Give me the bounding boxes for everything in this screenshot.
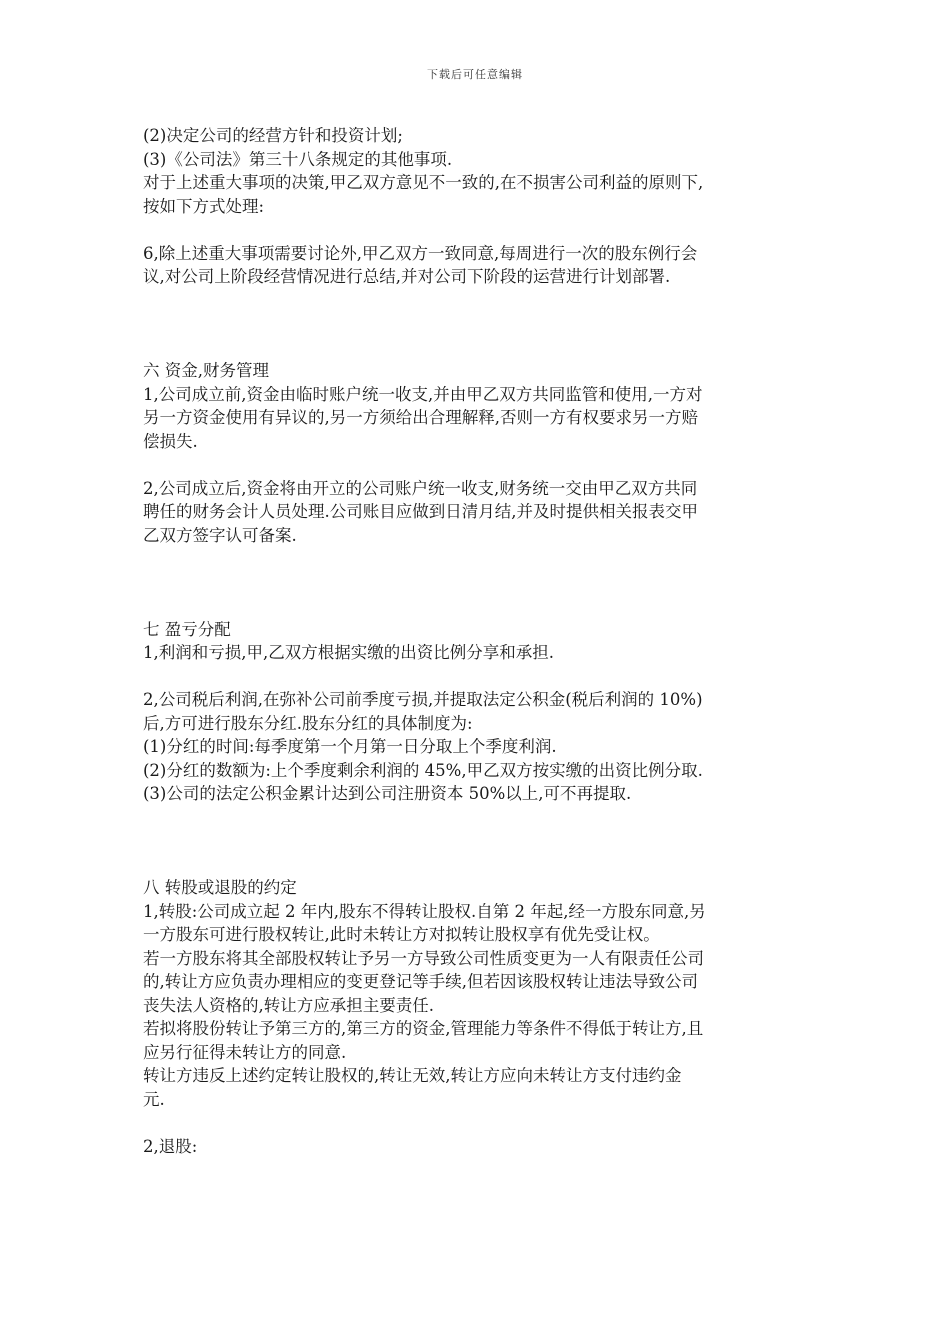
s7-p2-line-4: (2)分红的数额为:上个季度剩余利润的 45%,甲乙双方按实缴的出资比例分取. <box>143 760 703 780</box>
page-header: 下载后可任意编辑 <box>427 68 523 81</box>
item-2: (2)决定公司的经营方针和投资计划; <box>143 126 403 145</box>
s8-p1-line-9: 元. <box>143 1089 165 1109</box>
s8-p1-line-7: 应另行征得未转让方的同意. <box>143 1042 347 1062</box>
s6-p1-line-3: 偿损失. <box>143 431 198 451</box>
spacer <box>143 1111 811 1135</box>
s7-p2-line-1: 2,公司税后利润,在弥补公司前季度亏损,并提取法定公积金(税后利润的 10%) <box>143 690 703 709</box>
s8-p1-line-1: 1,转股:公司成立起 2 年内,股东不得转让股权.自第 2 年起,经一方股东同意,另 <box>143 901 706 921</box>
s6-p2-line-3: 乙双方签字认可备案. <box>143 525 297 545</box>
decision-line-1: 对于上述重大事项的决策,甲乙双方意见不一致的,在不损害公司利益的原则下, <box>143 173 704 192</box>
spacer <box>143 289 811 360</box>
s8-p1-line-8: 转让方违反上述约定转让股权的,转让无效,转让方应向未转让方支付违约金 <box>143 1066 682 1085</box>
section-heading-7: 七 盈亏分配 <box>143 619 231 639</box>
section-heading-6: 六 资金,财务管理 <box>143 361 269 380</box>
document-body <box>143 124 811 1158</box>
spacer <box>143 218 811 242</box>
section-heading-8: 八 转股或退股的约定 <box>143 878 297 897</box>
s7-p2-line-2: 后,方可进行股东分红.股东分红的具体制度为: <box>143 713 473 733</box>
s8-p1-line-5: 丧失法人资格的,转让方应承担主要责任. <box>143 995 434 1015</box>
s7-p1: 1,利润和亏损,甲,乙双方根据实缴的出资比例分享和承担. <box>143 643 554 662</box>
s7-p2-line-5: (3)公司的法定公积金累计达到公司注册资本 50%以上,可不再提取. <box>143 784 632 803</box>
s8-p2: 2,退股: <box>143 1136 198 1156</box>
spacer <box>143 806 811 877</box>
s6-p1-line-1: 1,公司成立前,资金由临时账户统一收支,并由甲乙双方共同监管和使用,一方对 <box>143 384 703 404</box>
s8-p1-line-2: 一方股东可进行股权转让,此时未转让方对拟转让股权享有优先受让权。 <box>143 925 660 944</box>
spacer <box>143 665 811 689</box>
spacer <box>143 547 811 618</box>
s6-p1-line-2: 另一方资金使用有异议的,另一方须给出合理解释,否则一方有权要求另一方赔 <box>143 408 698 427</box>
decision-line-2: 按如下方式处理: <box>143 196 265 216</box>
s7-p2-line-3: (1)分红的时间:每季度第一个月第一日分取上个季度利润. <box>143 737 557 756</box>
item6-line-1: 6,除上述重大事项需要讨论外,甲乙双方一致同意,每周进行一次的股东例行会 <box>143 243 698 263</box>
item6-line-2: 议,对公司上阶段经营情况进行总结,并对公司下阶段的运营进行计划部署. <box>143 267 671 286</box>
s8-p1-line-3: 若一方股东将其全部股权转让予另一方导致公司性质变更为一人有限责任公司 <box>143 948 704 968</box>
item-3: (3)《公司法》第三十八条规定的其他事项. <box>143 149 453 169</box>
spacer <box>143 453 811 477</box>
s8-p1-line-4: 的,转让方应负责办理相应的变更登记等手续,但若因该股权转让违法导致公司 <box>143 972 698 991</box>
s6-p2-line-2: 聘任的财务会计人员处理.公司账目应做到日清月结,并及时提供相关报表交甲 <box>143 502 698 521</box>
s8-p1-line-6: 若拟将股份转让予第三方的,第三方的资金,管理能力等条件不得低于转让方,且 <box>143 1019 704 1038</box>
s6-p2-line-1: 2,公司成立后,资金将由开立的公司账户统一收支,财务统一交由甲乙双方共同 <box>143 478 698 498</box>
